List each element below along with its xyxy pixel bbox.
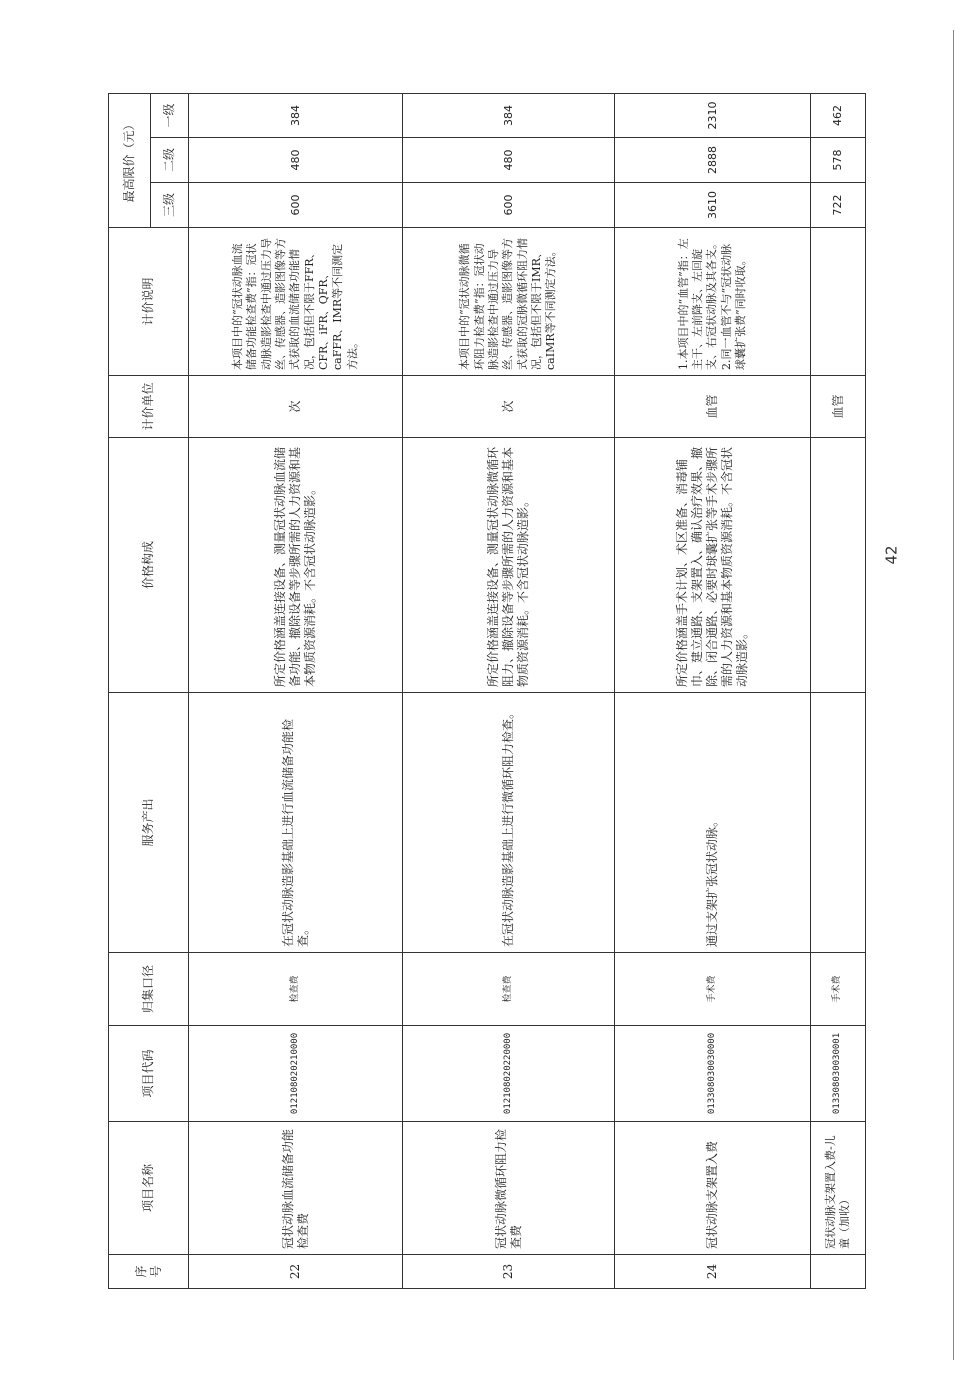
header-composition: 价格构成 [109, 438, 189, 693]
cell-unit: 次 [403, 376, 615, 438]
table-row [615, 94, 811, 1289]
cell-price-level3: 722 [811, 183, 866, 228]
cell-name: 冠状动脉支架置入费-儿童（加收） [811, 1122, 866, 1255]
cell-seq: 24 [615, 1255, 811, 1289]
cell-price-level2: 480 [189, 138, 403, 183]
cell-category: 检查费 [403, 953, 615, 1026]
price-table [108, 93, 866, 1289]
header-explanation: 计价说明 [109, 228, 189, 376]
cell-price-level1: 2310 [615, 94, 811, 138]
cell-explanation [811, 228, 866, 376]
cell-code: 012108020220000 [403, 1026, 615, 1122]
table-row [811, 94, 866, 1289]
cell-output: 在冠状动脉造影基础上进行血流储备功能检查。 [189, 693, 403, 953]
cell-price-level3: 600 [403, 183, 615, 228]
cell-unit: 血管 [811, 376, 866, 438]
cell-category: 检查费 [189, 953, 403, 1026]
cell-output: 在冠状动脉造影基础上进行微循环阻力检查。 [403, 693, 615, 953]
cell-seq [811, 1255, 866, 1289]
cell-composition: 所定价格涵盖连接设备、测量冠状动脉微循环阻力、撤除设备等步骤所需的人力资源和基本物质资源消耗。不含冠状动脉造影。 [403, 438, 615, 693]
cell-code: 013308030030000 [615, 1026, 811, 1122]
table-row [189, 94, 403, 1289]
price-table-rotated [108, 94, 865, 1289]
scan-edge-divider [953, 30, 954, 1360]
cell-price-level3: 600 [189, 183, 403, 228]
header-level3: 三级 [151, 183, 189, 228]
cell-explanation: 本项目中的“冠状动脉微循环阻力检查费”指：冠状动脉造影检查中通过压力导丝、传感器、造影图像等方式获取的冠脉微循环阻力情况，包括但不限于IMR、caIMR等不同测定方法。 [403, 228, 615, 376]
cell-name: 冠状动脉血流储备功能检查费 [189, 1122, 403, 1255]
table-row [403, 94, 615, 1289]
cell-explanation: 本项目中的“冠状动脉血流储备功能检查费”指：冠状动脉造影检查中通过压力导丝、传感器、造影图像等方式获取的血流储备功能情况，包括但不限于FFR、CFR、iFR、QFR、caFFR、IMR等不同测定方法。 [189, 228, 403, 376]
header-max-price: 最高限价（元） [109, 94, 151, 228]
cell-code: 013308030030001 [811, 1026, 866, 1122]
cell-price-level1: 384 [403, 94, 615, 138]
table-header-row [109, 94, 151, 1289]
header-level2: 二级 [151, 138, 189, 183]
header-seq: 序号 [109, 1255, 189, 1289]
cell-seq: 22 [189, 1255, 403, 1289]
cell-code: 012108020210000 [189, 1026, 403, 1122]
cell-output [811, 693, 866, 953]
header-unit: 计价单位 [109, 376, 189, 438]
header-code: 项目代码 [109, 1026, 189, 1122]
cell-price-level2: 2888 [615, 138, 811, 183]
cell-output: 通过支架扩张冠状动脉。 [615, 693, 811, 953]
cell-price-level2: 480 [403, 138, 615, 183]
cell-category: 手术费 [811, 953, 866, 1026]
page-number: 42 [882, 545, 901, 565]
cell-name: 冠状动脉微循环阻力检查费 [403, 1122, 615, 1255]
cell-seq: 23 [403, 1255, 615, 1289]
header-output: 服务产出 [109, 693, 189, 953]
cell-price-level3: 3610 [615, 183, 811, 228]
cell-explanation: 1.本项目中的“血管”指：左主干、左前降支、左回旋支、右冠状动脉及其各支。2.同一血管不与“冠状动脉球囊扩张费”同时收取。 [615, 228, 811, 376]
cell-unit: 血管 [615, 376, 811, 438]
cell-name: 冠状动脉支架置入费 [615, 1122, 811, 1255]
cell-composition [811, 438, 866, 693]
cell-price-level1: 384 [189, 94, 403, 138]
cell-composition: 所定价格涵盖手术计划、术区准备、消毒铺巾、建立通路、支架置入、确认治疗效果、撤除、闭合通路、必要时球囊扩张等手术步骤所需的人力资源和基本物质资源消耗。不含冠状动脉造影。 [615, 438, 811, 693]
header-level1: 一级 [151, 94, 189, 138]
header-name: 项目名称 [109, 1122, 189, 1255]
cell-category: 手术费 [615, 953, 811, 1026]
cell-price-level1: 462 [811, 94, 866, 138]
header-category: 归集口径 [109, 953, 189, 1026]
cell-composition: 所定价格涵盖连接设备、测量冠状动脉血流储备功能、撤除设备等步骤所需的人力资源和基本物质资源消耗。不含冠状动脉造影。 [189, 438, 403, 693]
cell-price-level2: 578 [811, 138, 866, 183]
cell-unit: 次 [189, 376, 403, 438]
